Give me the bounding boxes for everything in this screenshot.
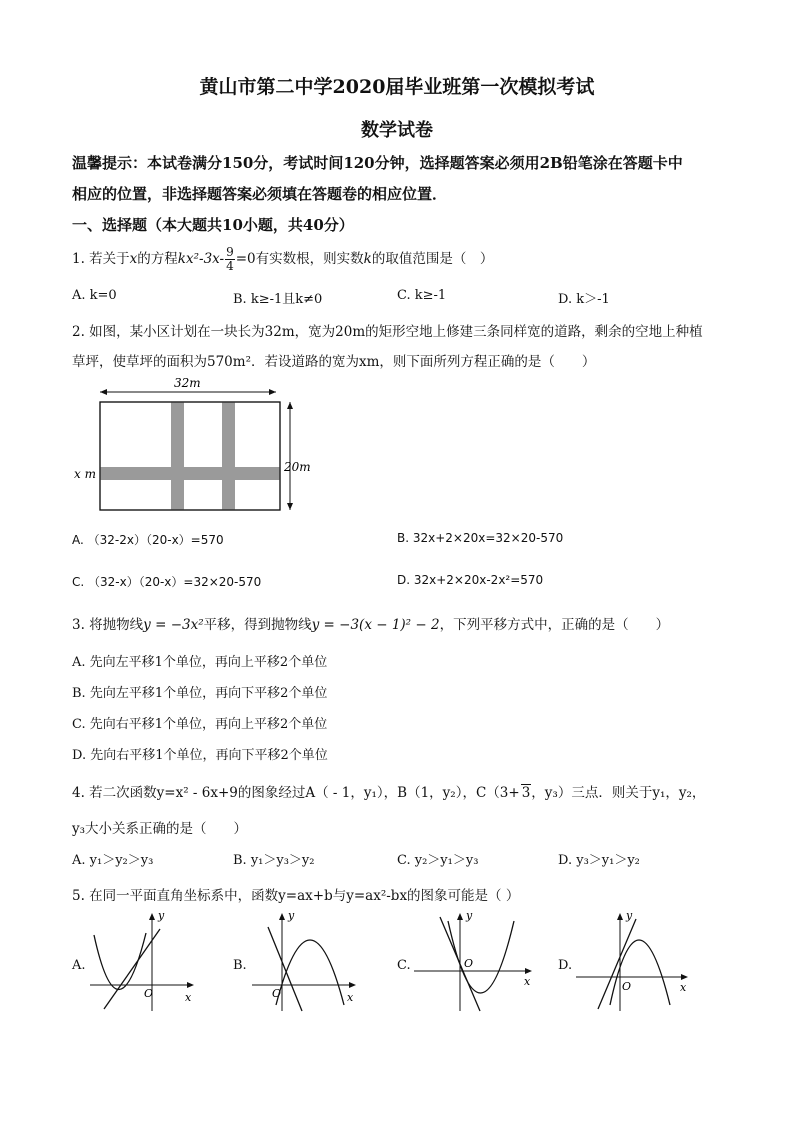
- q2-line-1: 2. 如图，某小区计划在一块长为32m，宽为20m的矩形空地上修建三条同样宽的道路，剩余的空地上种植: [72, 324, 703, 340]
- exam-subtitle: 数学试卷: [361, 120, 433, 141]
- x-axis-arrow: [187, 982, 194, 988]
- x-label: x: [185, 991, 192, 1004]
- q1-mid1: 的方程: [137, 251, 178, 267]
- q4-option-c[interactable]: C. y₂＞y₁＞y₃: [397, 853, 479, 868]
- q3-mid: 平移，得到抛物线: [203, 617, 312, 633]
- q1-option-c[interactable]: C. k≥-1: [397, 288, 447, 303]
- y-label: y: [626, 909, 633, 922]
- origin-label: O: [144, 987, 154, 1000]
- q5-option-a-label[interactable]: A.: [72, 958, 86, 973]
- width-arrow-right-head: [269, 389, 276, 395]
- q2-rectangle-figure: [70, 372, 330, 514]
- x-axis-arrow: [525, 968, 532, 974]
- q1-option-d[interactable]: D. k＞-1: [558, 292, 610, 307]
- parabola: [610, 940, 670, 1005]
- line-graph: [598, 919, 636, 1009]
- q3-option-d[interactable]: D. 先向右平移1个单位，再向下平移2个单位: [72, 748, 328, 763]
- x-axis-arrow: [681, 974, 688, 980]
- y-axis-arrow: [617, 913, 623, 920]
- q1-mid2: =0有实数根，则实数: [235, 251, 364, 267]
- x-axis-arrow: [349, 982, 356, 988]
- q1-var-k: k: [363, 251, 372, 267]
- q5-option-b-label[interactable]: B.: [233, 958, 247, 973]
- parabola: [448, 921, 514, 993]
- q3-eq1: y = −3x²: [143, 617, 204, 633]
- x-label: x: [680, 981, 687, 994]
- q5-option-c-label[interactable]: C.: [397, 958, 411, 973]
- road-horizontal: [100, 467, 280, 480]
- width-label: 32m: [174, 376, 201, 390]
- q5-graph-d[interactable]: [572, 905, 697, 1015]
- q5-graph-c[interactable]: [410, 905, 540, 1015]
- q5-stem: 5. 在同一平面直角坐标系中，函数y=ax+b与y=ax²-bx的图象可能是（ ）: [72, 888, 520, 904]
- q1-fraction: [225, 246, 235, 273]
- road-width-label: x m: [74, 467, 96, 481]
- q2-option-b[interactable]: B. 32x+2×20x=32×20-570: [397, 531, 564, 545]
- road-vertical-1: [171, 402, 184, 510]
- height-arrow-bottom-head: [287, 503, 293, 510]
- q1-suffix: 的取值范围是（ ）: [371, 251, 494, 267]
- road-vertical-2: [222, 402, 235, 510]
- q2-option-c[interactable]: C. （32-x）（20-x）=32×20-570: [72, 575, 262, 589]
- q3-option-b[interactable]: B. 先向左平移1个单位，再向下平移2个单位: [72, 686, 328, 701]
- x-label: x: [347, 991, 354, 1004]
- notice-line-1: 温馨提示：本试卷满分150分，考试时间120分钟，选择题答案必须用2B铅笔涂在答题卡中: [72, 154, 683, 172]
- q2-option-a[interactable]: A. （32-2x）（20-x）=570: [72, 533, 224, 547]
- q2-option-d[interactable]: D. 32x+2×20x-2x²=570: [397, 573, 544, 587]
- q5-graph-a[interactable]: [86, 905, 201, 1015]
- q4-option-b[interactable]: B. y₁＞y₃＞y₂: [233, 853, 315, 868]
- q3-suffix: ，下列平移方式中，正确的是（ ）: [439, 617, 670, 633]
- q1-option-a[interactable]: A. k=0: [72, 288, 117, 303]
- y-axis-arrow: [457, 913, 463, 920]
- q5-graph-b[interactable]: [248, 905, 363, 1015]
- q1-frac-den: 4: [226, 259, 234, 273]
- q3-option-a[interactable]: A. 先向左平移1个单位，再向上平移2个单位: [72, 655, 328, 670]
- q3-stem: [72, 613, 669, 633]
- q1-var-x: x: [129, 251, 138, 267]
- q4-option-a[interactable]: A. y₁＞y₂＞y₃: [72, 853, 154, 868]
- y-axis-arrow: [279, 913, 285, 920]
- question-1-stem: [72, 246, 493, 273]
- width-arrow-left-head: [100, 389, 107, 395]
- field-rectangle: [100, 402, 280, 510]
- height-label: 20m: [284, 460, 311, 474]
- y-label: y: [158, 909, 165, 922]
- q1-option-b[interactable]: B. k≥-1且k≠0: [233, 292, 323, 307]
- section-heading: 一、选择题（本大题共10小题，共40分）: [72, 216, 354, 234]
- q3-eq2: y = −3(x − 1)² − 2: [311, 617, 440, 633]
- q4-stem-line-2: y₃大小关系正确的是（ ）: [72, 821, 248, 837]
- q4-stem-line-1: [72, 781, 705, 801]
- y-axis-arrow: [149, 913, 155, 920]
- q4-sqrt: 3: [521, 785, 531, 801]
- q3-option-c[interactable]: C. 先向右平移1个单位，再向上平移2个单位: [72, 717, 328, 732]
- q4-part1: 4. 若二次函数y=x² - 6x+9的图象经过A（ - 1，y₁），B（1，y₂），C（3+: [72, 785, 520, 801]
- origin-label: O: [464, 957, 474, 970]
- y-label: y: [288, 909, 295, 922]
- q2-line-2: 草坪，使草坪的面积为570m²．若设道路的宽为xm，则下面所列方程正确的是（ ）: [72, 354, 596, 370]
- exam-title: 黄山市第二中学2020届毕业班第一次模拟考试: [199, 76, 595, 98]
- q4-option-d[interactable]: D. y₃＞y₁＞y₂: [558, 853, 640, 868]
- q1-expr: kx²-3x-: [177, 251, 225, 267]
- height-arrow-top-head: [287, 402, 293, 409]
- q1-prefix: 1. 若关于: [72, 251, 130, 267]
- q1-frac-num: 9: [226, 245, 234, 259]
- q3-prefix: 3. 将抛物线: [72, 617, 144, 633]
- y-label: y: [466, 909, 473, 922]
- origin-label: O: [622, 980, 632, 993]
- notice-line-2: 相应的位置，非选择题答案必须填在答题卷的相应位置．: [72, 185, 448, 203]
- q5-option-d-label[interactable]: D.: [558, 958, 573, 973]
- x-label: x: [524, 975, 531, 988]
- q4-part2: ，y₃）三点．则关于y₁，y₂，: [531, 785, 706, 801]
- origin-label: O: [272, 987, 282, 1000]
